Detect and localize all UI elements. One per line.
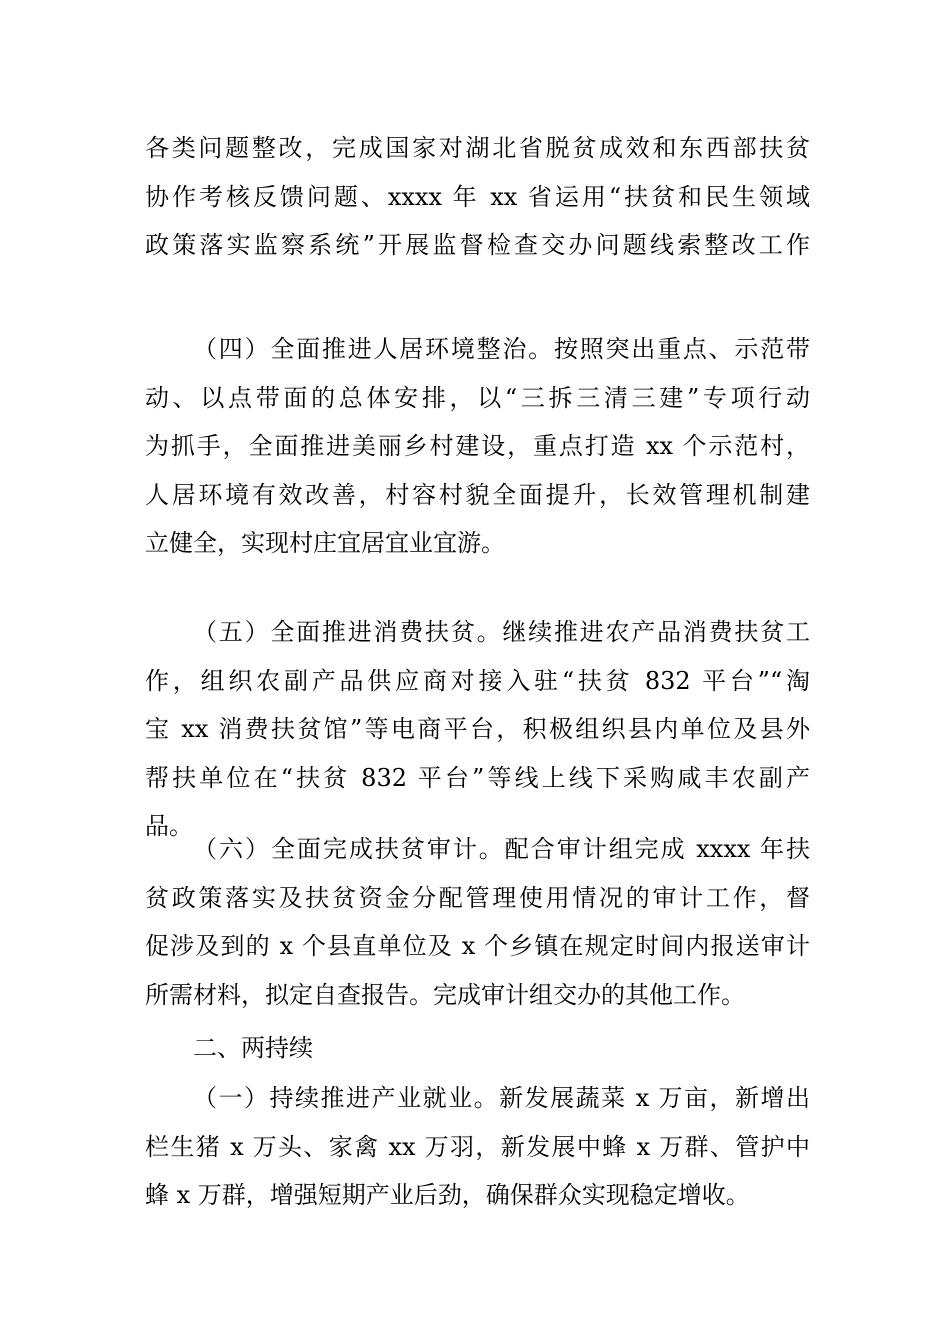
section-four-line-1: （四）全面推进人居环境整治。按照突出重点、示范带 — [193, 335, 810, 363]
section-six-line-1: （六）全面完成扶贫审计。配合审计组完成 xxxx 年扶 — [193, 835, 810, 863]
section-four-line-4: 人居环境有效改善，村容村貌全面提升，长效管理机制建 — [145, 480, 810, 509]
section-four-paragraph — [145, 325, 810, 568]
intro-line-1: 各类问题整改，完成国家对湖北省脱贫成效和东西部扶贫 — [145, 134, 810, 162]
section-five-line-1: （五）全面推进消费扶贫。继续推进农产品消费扶贫工 — [193, 618, 810, 646]
subsection-one-line-2: 栏生猪 x 万头、家禽 xx 万羽，新发展中蜂 x 万群、管护中 — [145, 1132, 810, 1161]
heading-two: 二、两持续 — [193, 1034, 313, 1062]
section-five-line-3: 宝 xx 消费扶贫馆”等电商平台，积极组织县内单位及县外 — [145, 715, 810, 743]
intro-line-3: 政策落实监察系统”开展监督检查交办问题线索整改工作 — [145, 231, 810, 259]
section-six-line-2: 贫政策落实及扶贫资金分配管理使用情况的审计工作，督 — [145, 883, 810, 912]
section-five-line-4: 帮扶单位在“扶贫 832 平台”等线上线下采购咸丰农副产 — [145, 763, 810, 792]
section-four-line-3: 为抓手，全面推进美丽乡村建设，重点打造 xx 个示范村， — [145, 432, 810, 460]
subsection-one-line-1: （一）持续推进产业就业。新发展蔬菜 x 万亩，新增出 — [193, 1084, 810, 1112]
section-four-line-5: 立健全，实现村庄宜居宜业宜游。 — [145, 529, 505, 557]
section-six-paragraph — [145, 825, 810, 1019]
intro-paragraph — [145, 124, 810, 270]
intro-line-2: 协作考核反馈问题、xxxx 年 xx 省运用“扶贫和民生领域 — [145, 182, 810, 211]
section-five-paragraph — [145, 608, 810, 851]
section-six-line-4: 所需材料，拟定自查报告。完成审计组交办的其他工作。 — [145, 980, 745, 1009]
subsection-one-line-3: 蜂 x 万群，增强短期产业后劲，确保群众实现稳定增收。 — [145, 1181, 750, 1209]
section-four-line-2: 动、以点带面的总体安排，以“三拆三清三建”专项行动 — [145, 383, 810, 412]
subsection-one-paragraph — [145, 1074, 810, 1220]
section-five-line-5: 品。 — [145, 812, 193, 840]
section-five-line-2: 作，组织农副产品供应商对接入驻“扶贫 832 平台”“淘 — [145, 666, 810, 695]
section-six-line-3: 促涉及到的 x 个县直单位及 x 个乡镇在规定时间内报送审计 — [145, 932, 810, 960]
